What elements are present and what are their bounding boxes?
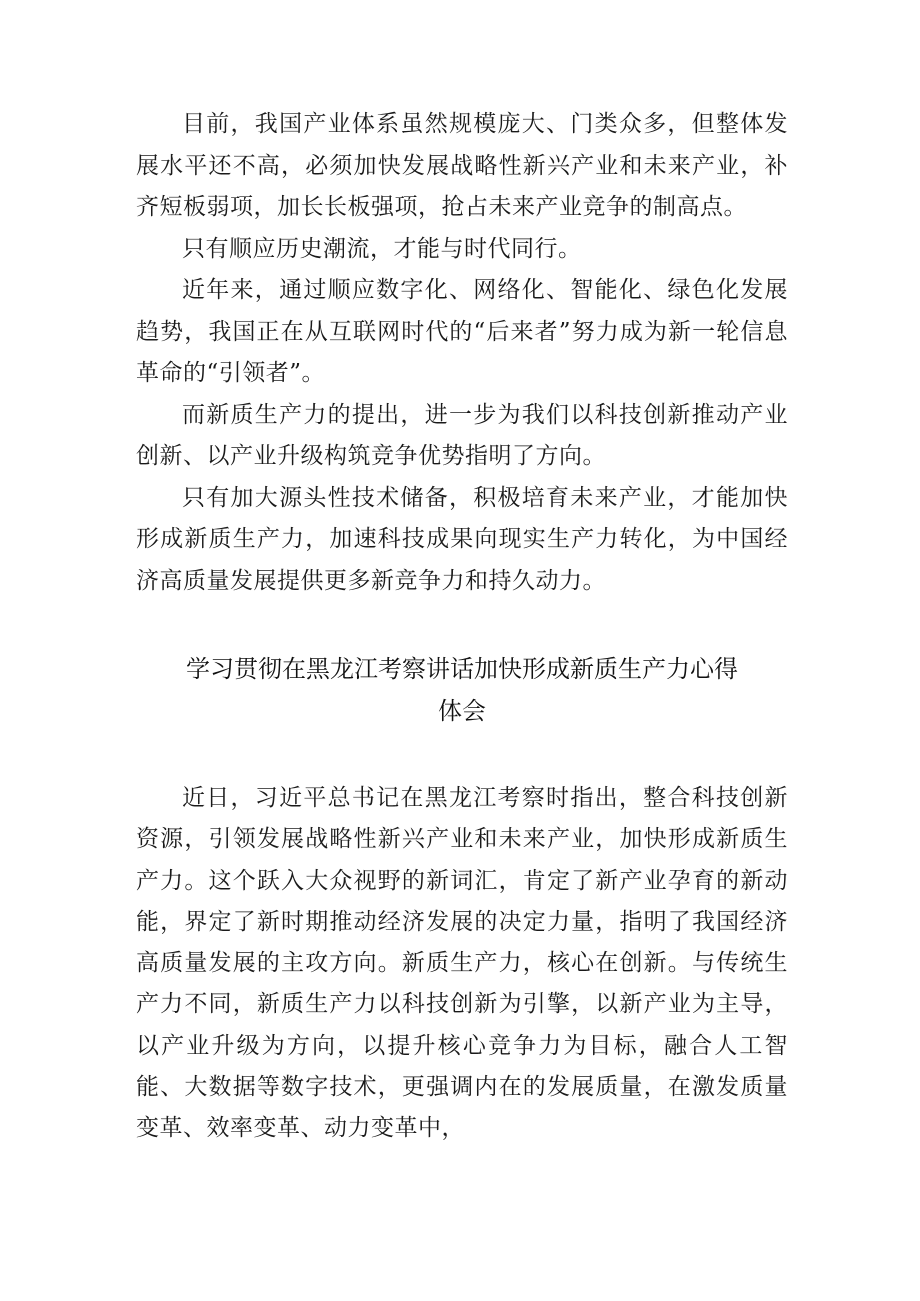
paragraph: 近日，习近平总书记在黑龙江考察时指出，整合科技创新资源，引领发展战略性新兴产业和未来产业，加快形成新质生产力。这个跃入大众视野的新词汇，肯定了新产业孕育的新动能，界定了新时期推动经济发展的决定力量，指明了我国经济高质量发展的主攻方向。新质生产力，核心在创新。与传统生产力不同，新质生产力以科技创新为引擎，以新产业为主导，以产业升级为方向，以提升核心竞争力为目标，融合人工智能、大数据等数字技术，更强调内在的发展质量，在激发质量变革、效率变革、动力变革中，: [136, 785, 788, 1142]
paragraph: 近年来，通过顺应数字化、网络化、智能化、绿色化发展趋势，我国正在从互联网时代的“后来者”努力成为新一轮信息革命的“引领者”。: [136, 277, 788, 386]
paragraph: 目前，我国产业体系虽然规模庞大、门类众多，但整体发展水平还不高，必须加快发展战略性新兴产业和未来产业，补齐短板弱项，加长长板强项，抢占未来产业竞争的制高点。: [136, 111, 788, 220]
section-2: [136, 778, 788, 1150]
paragraph: 而新质生产力的提出，进一步为我们以科技创新推动产业创新、以产业升级构筑竞争优势指明了方向。: [136, 401, 788, 469]
article-title: [136, 648, 788, 732]
section-1: [136, 104, 788, 602]
paragraph: 只有加大源头性技术储备，积极培育未来产业，才能加快形成新质生产力，加速科技成果向现实生产力转化，为中国经济高质量发展提供更多新竞争力和持久动力。: [136, 484, 788, 594]
paragraph: 只有顺应历史潮流，才能与时代同行。: [182, 235, 582, 262]
document-page: [136, 104, 788, 1150]
title-line-2: 体会: [438, 697, 486, 725]
title-line-1: 学习贯彻在黑龙江考察讲话加快形成新质生产力心得: [186, 655, 738, 683]
